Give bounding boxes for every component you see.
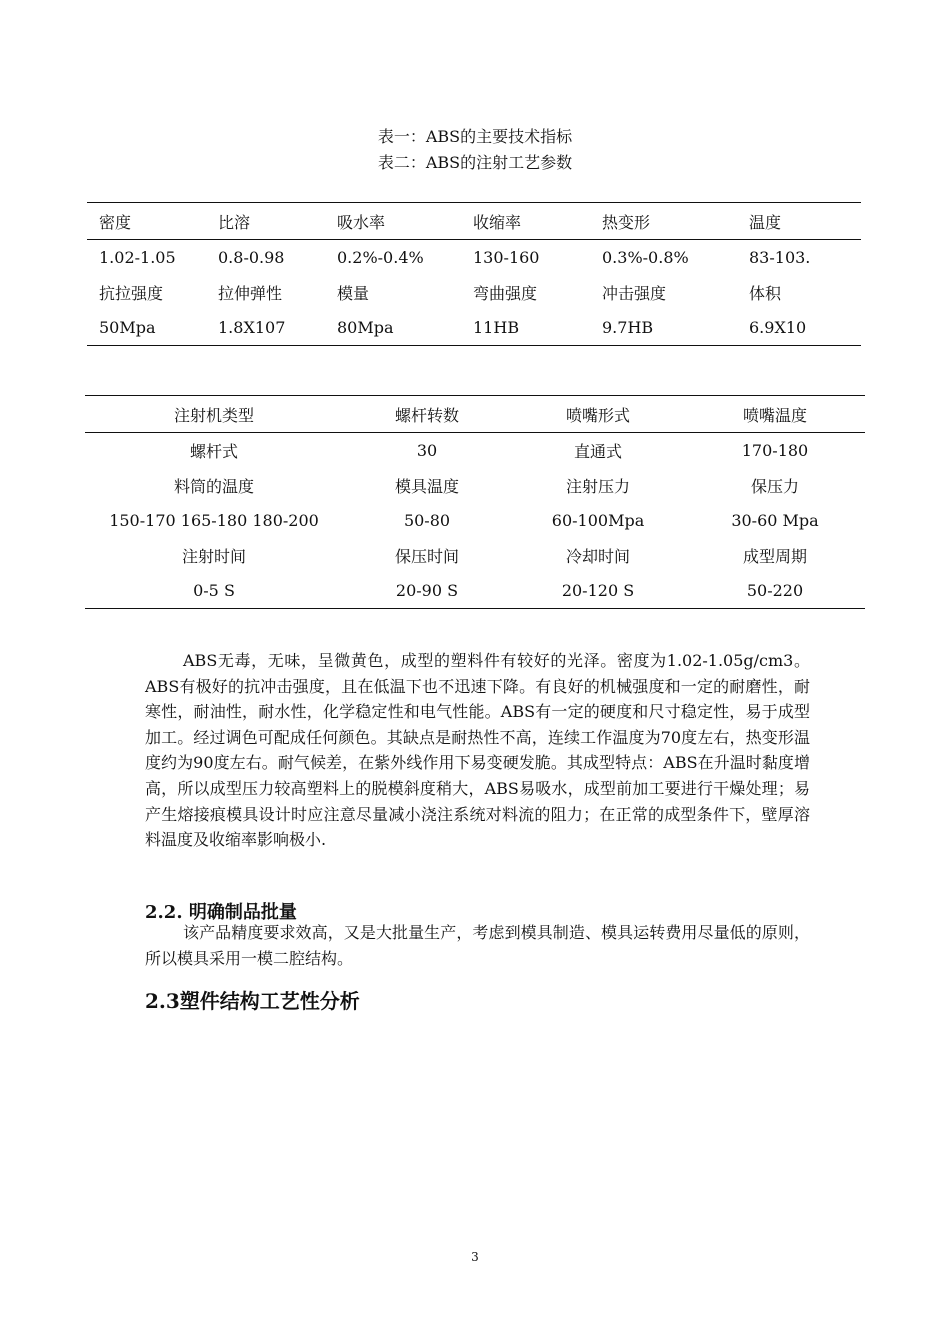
table-row [87,203,861,240]
section-2-3-heading: 2.3塑件结构工艺性分析 [145,989,360,1013]
injection-parameters-table [85,395,865,609]
table-cell: 60-100Mpa [551,511,645,530]
table-cell: 注射时间 [181,547,246,566]
table-cell: 1.8X107 [218,318,286,337]
table-row [85,538,865,573]
table-cell: 0-5 S [193,581,235,600]
table-cell: 冲击强度 [602,284,667,303]
table-cell: 1.02-1.05 [99,248,176,267]
table-cell: 螺杆转数 [343,396,511,433]
table-cell: 保压力 [750,477,799,496]
table-cell: 30-60 Mpa [731,511,819,530]
page-number: 3 [471,1250,479,1264]
table-cell: 拉伸弹性 [218,284,283,303]
table-cell: 模量 [337,284,370,303]
table-cell: 50Mpa [99,318,156,337]
table-cell: 模具温度 [394,477,459,496]
table-row [87,240,861,276]
table-row [85,396,865,433]
table-cell: 保压时间 [394,547,459,566]
table-cell: 收缩率 [461,203,590,240]
table-cell: 密度 [87,203,206,240]
table-cell: 11HB [473,318,520,337]
abs-properties-table [87,202,861,346]
table-cell: 50-220 [746,581,804,600]
table-cell: 130-160 [473,248,540,267]
section-2-2-paragraph: 该产品精度要求效高，又是大批量生产，考虑到模具制造、模具运转费用尽量低的原则，所以模具采用一模二腔结构。 [145,923,810,968]
table-cell: 抗拉强度 [99,284,164,303]
table-cell: 50-80 [403,511,451,530]
table-cell: 9.7HB [602,318,654,337]
table-cell: 冷却时间 [565,547,630,566]
table-row [87,275,861,310]
table-cell: 比溶 [206,203,325,240]
table-row [85,433,865,469]
table-cell: 6.9X10 [749,318,807,337]
table-row [85,468,865,503]
table-cell: 料筒的温度 [173,477,254,496]
table-cell: 0.8-0.98 [218,248,285,267]
table1-caption: 表一：ABS的主要技术指标 [377,127,573,146]
table-cell: 喷嘴温度 [685,396,865,433]
table-cell: 喷嘴形式 [511,396,685,433]
table-cell: 170-180 [741,441,809,460]
table2-caption: 表二：ABS的注射工艺参数 [377,153,573,172]
table-cell: 吸水率 [325,203,461,240]
table-cell: 注射压力 [565,477,630,496]
table-cell: 体积 [749,284,782,303]
table-cell: 83-103. [749,248,811,267]
table-cell: 80Mpa [337,318,394,337]
table-cell: 热变形 [590,203,737,240]
table-cell: 弯曲强度 [473,284,538,303]
table-cell: 温度 [737,203,861,240]
table-row [85,573,865,609]
table-row [85,503,865,538]
table-cell: 20-90 S [395,581,459,600]
table-cell: 0.3%-0.8% [602,248,689,267]
abs-description-paragraph: ABS无毒，无味，呈微黄色，成型的塑料件有较好的光泽。密度为1.02-1.05g/cm3。ABS有极好的抗冲击强度，且在低温下也不迅速下降。有良好的机械强度和一定的耐磨性，耐寒性，耐油性，耐水性，化学稳定性和电气性能。ABS有一定的硬度和尺寸稳定性，易于成型加工。经过调色可配成任何颜色。其缺点是耐热性不高，连续工作温度为70度左右，热变形温度约为90度左右。耐气候差，在紫外线作用下易变硬发脆。其成型特点：ABS在升温时黏度增高，所以成型压力较高塑料上的脱模斜度稍大，ABS易吸水，成型前加工要进行干燥处理；易产生熔接痕模具设计时应注意尽量减小浇注系统对料流的阻力；在正常的成型条件下，壁厚溶料温度及收缩率影响极小. [145,651,810,850]
table-cell: 30 [416,441,438,460]
table-cell: 20-120 S [561,581,635,600]
table-cell: 螺杆式 [189,442,238,461]
table-cell: 成型周期 [742,547,807,566]
section-2-2-heading: 2.2. 明确制品批量 [145,902,297,923]
table-cell: 0.2%-0.4% [337,248,424,267]
table-row [87,310,861,346]
table-cell: 直通式 [573,442,622,461]
table-cell: 150-170 165-180 180-200 [109,511,319,530]
table-cell: 注射机类型 [85,396,343,433]
